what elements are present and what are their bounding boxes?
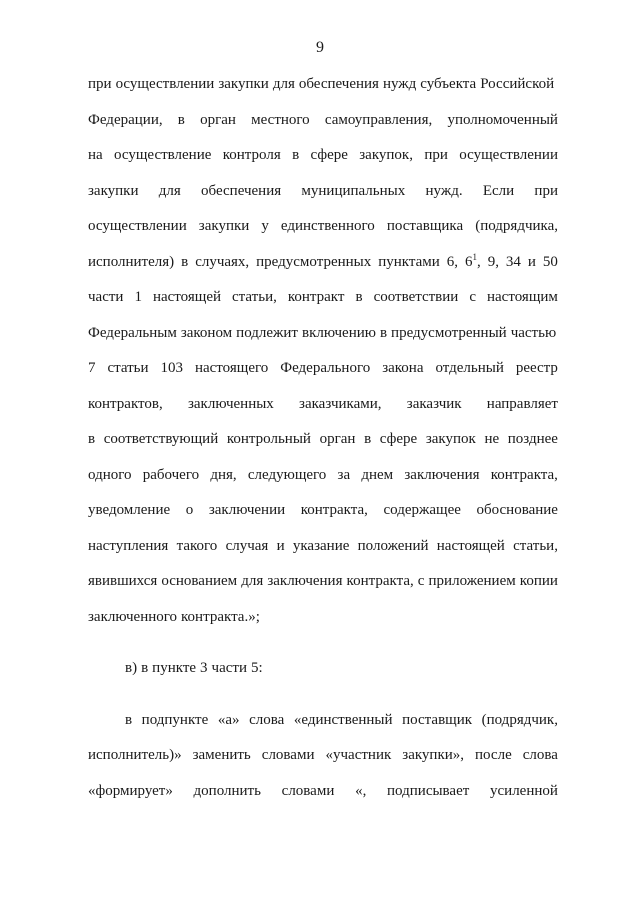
word: в — [125, 711, 133, 728]
text-line — [88, 280, 558, 316]
word: указание — [292, 537, 350, 554]
word: явившихся — [88, 573, 158, 589]
word: 7 — [88, 360, 96, 376]
word: 103 — [160, 360, 183, 376]
page-number: 9 — [316, 39, 324, 56]
word: сфере — [379, 431, 418, 447]
paragraph — [88, 651, 558, 687]
word: части — [88, 289, 124, 305]
word: такого — [176, 537, 218, 554]
word: у — [261, 218, 269, 234]
word: муниципальных — [301, 182, 406, 199]
word: реестр — [515, 360, 558, 376]
word: пункте — [152, 660, 197, 676]
word: 34 — [505, 253, 521, 270]
word: наступления — [88, 537, 169, 554]
word: Федерального — [280, 360, 371, 376]
text-line — [88, 174, 558, 210]
word: заказчик — [406, 395, 462, 412]
word: в — [355, 289, 363, 305]
word: о — [185, 502, 194, 518]
word: «а» — [217, 711, 240, 728]
word: уведомление — [88, 502, 171, 518]
word: контракта, — [346, 573, 414, 589]
word: усиленной — [490, 782, 558, 799]
word: настоящего — [194, 360, 269, 376]
word: орган — [319, 431, 356, 447]
word: закупки — [198, 218, 250, 234]
word: пунктами — [378, 253, 440, 270]
word: и — [527, 253, 536, 270]
word: контрактов, — [88, 395, 163, 412]
word: контракта.»; — [181, 608, 260, 625]
word: с — [417, 573, 425, 589]
word: слова — [249, 711, 285, 728]
word: обеспечения — [298, 76, 379, 92]
word: поставщик — [402, 711, 473, 728]
word: частью — [510, 324, 557, 341]
word: $6^1$, — [464, 251, 481, 270]
word: 9, — [487, 253, 499, 270]
word: единственного — [280, 218, 375, 234]
word: копии — [519, 573, 558, 589]
word: заменить — [192, 747, 251, 763]
word: законом — [180, 324, 233, 341]
word: слова — [522, 747, 558, 763]
word: сфере — [310, 147, 348, 163]
word: при — [88, 76, 112, 92]
word: в — [364, 431, 372, 447]
word: словами — [261, 747, 315, 763]
word: осуществлении — [115, 76, 215, 92]
word: не — [484, 431, 500, 447]
word: 50 — [542, 253, 558, 270]
word: Федеральным — [88, 324, 177, 341]
word: заключения — [267, 573, 343, 589]
word: подпункте — [141, 711, 209, 728]
word: исполнитель)» — [88, 747, 182, 763]
word: «участник — [325, 747, 392, 763]
word: рабочего — [142, 466, 200, 483]
text-line — [88, 138, 558, 174]
word: закона — [382, 360, 424, 376]
word: и — [276, 537, 285, 554]
word: после — [475, 747, 512, 763]
text-line — [88, 458, 558, 494]
word: для — [272, 76, 295, 92]
word: заключения — [404, 466, 480, 483]
word: контрольный — [226, 431, 311, 447]
word: обоснование — [476, 502, 558, 518]
word: контроля — [222, 147, 281, 163]
paragraph — [88, 67, 558, 635]
word: «, — [355, 782, 367, 799]
text-line — [88, 651, 558, 687]
word: Федерации, — [88, 111, 163, 128]
word: статьи, — [232, 289, 277, 305]
word: предусмотренный — [391, 324, 507, 341]
word: контракт — [287, 289, 345, 305]
text-line — [88, 316, 558, 352]
word: в) — [125, 660, 138, 676]
word: контракта, — [300, 502, 368, 518]
text-line — [88, 774, 558, 810]
word: нужд. — [425, 182, 463, 199]
word: нужд — [382, 76, 417, 92]
word: осуществление — [114, 147, 212, 163]
word: на — [88, 147, 103, 163]
word: Если — [482, 182, 515, 199]
word: 3 — [200, 660, 208, 676]
body-text — [88, 67, 558, 809]
word: позднее — [507, 431, 558, 447]
word: заключении — [208, 502, 286, 518]
word: днем — [361, 466, 394, 483]
text-line — [88, 387, 558, 423]
word: субъекта — [420, 76, 477, 92]
word: соответствии — [373, 289, 459, 305]
word: соответствующий — [103, 431, 219, 447]
word: приложением — [428, 573, 516, 589]
word: 6, — [446, 253, 459, 270]
word: случая — [225, 537, 269, 554]
word: при — [424, 147, 448, 163]
word: «формирует» — [88, 782, 173, 799]
text-line — [88, 600, 558, 636]
word: включению — [302, 324, 376, 341]
word: 1 — [134, 289, 142, 305]
word: настоящим — [487, 289, 558, 305]
word: в — [88, 431, 96, 447]
word: словами — [281, 782, 335, 799]
word: контракта, — [490, 466, 558, 483]
word: дня, — [210, 466, 237, 483]
word: (подрядчика, — [475, 218, 558, 234]
text-line — [88, 738, 558, 774]
word: (подрядчик, — [481, 711, 558, 728]
word: заказчиками, — [299, 395, 382, 412]
word: одного — [88, 466, 132, 483]
word: в — [181, 253, 189, 270]
word: самоуправления, — [324, 111, 433, 128]
word: обеспечения — [201, 182, 282, 199]
word: статьи, — [513, 537, 558, 554]
text-line — [88, 422, 558, 458]
word: осуществлении — [88, 218, 187, 234]
word: с — [469, 289, 476, 305]
word: поставщика — [386, 218, 464, 234]
text-line — [88, 529, 558, 565]
text-line — [88, 245, 558, 281]
word: в — [177, 111, 185, 128]
word: дополнить — [193, 782, 261, 799]
text-line — [88, 703, 558, 739]
text-line — [88, 493, 558, 529]
word: уполномоченный — [447, 111, 558, 128]
word: статьи — [107, 360, 149, 376]
word: местного — [251, 111, 310, 128]
word: закупки — [218, 76, 269, 92]
word: направляет — [486, 395, 558, 412]
word: подписывает — [387, 782, 470, 799]
word: Российской — [480, 76, 555, 92]
word: основанием — [161, 573, 238, 589]
word: настоящей — [152, 289, 222, 305]
word: подлежит — [236, 324, 298, 341]
text-line — [88, 351, 558, 387]
paragraph — [88, 703, 558, 810]
word: закупки — [88, 182, 139, 199]
text-line — [88, 67, 558, 103]
word: заключенного — [88, 608, 178, 625]
word: 5: — [250, 660, 263, 676]
text-line — [88, 209, 558, 245]
word: закупки», — [402, 747, 465, 763]
word: содержащее — [383, 502, 461, 518]
text-line — [88, 103, 558, 139]
word: для — [158, 182, 181, 199]
word: при — [534, 182, 558, 199]
word: в — [141, 660, 149, 676]
word: в — [379, 324, 388, 341]
word: случаях, — [195, 253, 250, 270]
word: закупок, — [359, 147, 413, 163]
text-line — [88, 564, 558, 600]
word: части — [211, 660, 247, 676]
word: за — [337, 466, 351, 483]
word: предусмотренных — [256, 253, 372, 270]
word: настоящей — [436, 537, 505, 554]
word: орган — [200, 111, 236, 128]
word: в — [292, 147, 300, 163]
word: следующего — [247, 466, 327, 483]
word: отдельный — [435, 360, 504, 376]
word: для — [241, 573, 264, 589]
word: закупок — [425, 431, 476, 447]
word: осуществлении — [459, 147, 558, 163]
word: исполнителя) — [88, 253, 175, 270]
word: «единственный — [293, 711, 393, 728]
word: положений — [357, 537, 429, 554]
word: заключенных — [187, 395, 274, 412]
